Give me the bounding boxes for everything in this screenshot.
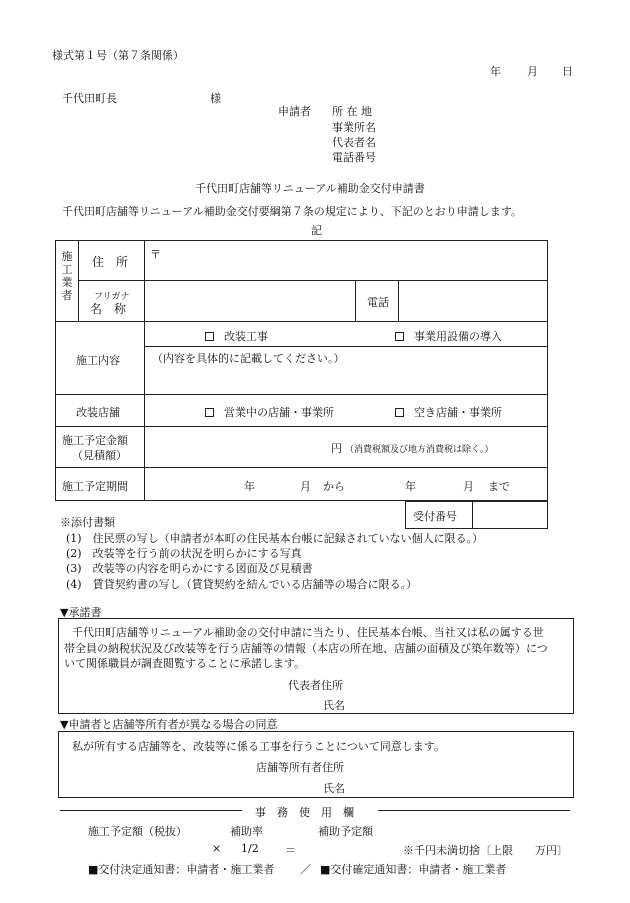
applicant-address-label: 所 在 地 xyxy=(332,105,372,118)
office-equals: ＝ xyxy=(285,844,296,857)
consent-line: 帯全員の納税状況及び改装等を行う店舗等の情報（本店の所在地、店舗の面積及び築年数等）につ xyxy=(64,642,548,655)
attachments-heading: ※添付書類 xyxy=(60,516,115,529)
attachment-item: (2) 改装等を行う前の状況を明らかにする写真 xyxy=(66,547,302,560)
address-label: 住 所 xyxy=(92,255,129,269)
consent-heading: ▼承諾書 xyxy=(60,606,102,619)
document-title: 千代田町店舗等リニューアル補助金交付申請書 xyxy=(195,182,425,195)
date-day: 日 xyxy=(562,65,573,78)
amount-label: 施工予定金額 xyxy=(62,434,128,447)
contractor-label: 施 工 業 者 xyxy=(61,250,73,302)
intro-text: 千代田町店舗等リニューアル補助金交付要綱第７条の規定により、下記のとおり申請します。 xyxy=(62,205,522,218)
office-amount-label: 施工予定額（税抜） xyxy=(88,825,187,838)
amount-note: （消費税額及び地方消費税は除く。） xyxy=(345,445,494,455)
amount-unit: 円 xyxy=(331,442,342,455)
applicant-phone-label: 電話番号 xyxy=(332,151,376,164)
office-notice-separator: ／ xyxy=(300,863,311,876)
store-option-vacant[interactable]: 空き店舗・事業所 xyxy=(395,404,502,420)
store-label: 改装店舗 xyxy=(76,406,120,419)
period-month-end: 月 xyxy=(463,480,474,493)
applicant-business-label: 事業所名 xyxy=(332,121,376,134)
rep-address-label: 代表者住所 xyxy=(288,679,343,692)
store-option-operating[interactable]: 営業中の店舗・事業所 xyxy=(205,404,334,420)
postal-mark: 〒 xyxy=(150,248,161,261)
checkbox-operating-store[interactable] xyxy=(205,408,214,417)
consent-line: いて関係職員が調査閲覧することに承諾します。 xyxy=(64,657,306,670)
period-until: まで xyxy=(488,480,510,493)
owner-consent-line: 私が所有する店舗等を、改装等に係る工事を行うことについて同意します。 xyxy=(72,740,445,753)
consent-line: 千代田町店舗等リニューアル補助金の交付申請に当たり、住民基本台帳、当社又は私の属する世 xyxy=(72,626,544,639)
phone-label: 電話 xyxy=(367,296,389,309)
addressee: 千代田町長 xyxy=(62,92,117,105)
office-rate: 1/2 xyxy=(241,842,259,855)
office-subsidy-label: 補助予定額 xyxy=(318,825,373,838)
office-use-heading: 事 務 使 用 欄 xyxy=(255,806,354,819)
owner-name-label: 氏名 xyxy=(323,782,345,795)
date-year: 年 xyxy=(490,65,501,78)
ki-mark: 記 xyxy=(311,224,322,237)
honorific: 様 xyxy=(210,92,221,105)
checkbox-vacant-store[interactable] xyxy=(395,408,404,417)
period-year-end: 年 xyxy=(405,480,416,493)
period-year-start: 年 xyxy=(244,480,255,493)
name-label: 名 称 xyxy=(90,302,127,316)
office-rounding-note: ※千円未満切捨〔上限 万円〕 xyxy=(403,844,568,857)
work-label: 施工内容 xyxy=(76,354,120,367)
attachment-item: (1) 住民票の写し（申請者が本町の住民基本台帳に記録されていない個人に限る。） xyxy=(66,532,484,545)
office-times: × xyxy=(212,842,222,855)
rep-name-label: 氏名 xyxy=(323,699,345,712)
office-notice-decision: ■交付決定通知書：申請者・施工業者 xyxy=(88,863,275,876)
applicant-label: 申請者 xyxy=(278,105,311,118)
work-option-renovation[interactable]: 改装工事 xyxy=(205,328,268,344)
contractor-phone-field[interactable] xyxy=(399,281,547,320)
office-notice-confirmation: ■交付確定通知書：申請者・施工業者 xyxy=(320,863,507,876)
period-from: から xyxy=(323,480,345,493)
amount-sublabel: （見積額） xyxy=(72,449,127,462)
receipt-number-label: 受付番号 xyxy=(413,510,457,523)
furigana-label: フリガナ xyxy=(94,292,130,302)
checkbox-equipment[interactable] xyxy=(395,332,404,341)
period-label: 施工予定期間 xyxy=(62,480,128,493)
checkbox-renovation[interactable] xyxy=(205,332,214,341)
office-rate-label: 補助率 xyxy=(230,825,263,838)
owner-address-label: 店舗等所有者住所 xyxy=(256,761,344,774)
applicant-representative-label: 代表者名 xyxy=(332,136,376,149)
work-note: （内容を具体的に記載してください。） xyxy=(152,352,345,365)
date-month: 月 xyxy=(527,65,538,78)
period-month-start: 月 xyxy=(300,480,311,493)
attachment-item: (4) 賃貸契約書の写し（賃貸契約を結んでいる店舗等の場合に限る。） xyxy=(66,578,418,591)
attachment-item: (3) 改装等の内容を明らかにする図面及び見積書 xyxy=(66,562,313,575)
owner-consent-heading: ▼申請者と店舗等所有者が異なる場合の同意 xyxy=(60,718,278,731)
form-number: 様式第１号（第７条関係） xyxy=(52,49,184,62)
work-option-equipment[interactable]: 事業用設備の導入 xyxy=(395,328,502,344)
